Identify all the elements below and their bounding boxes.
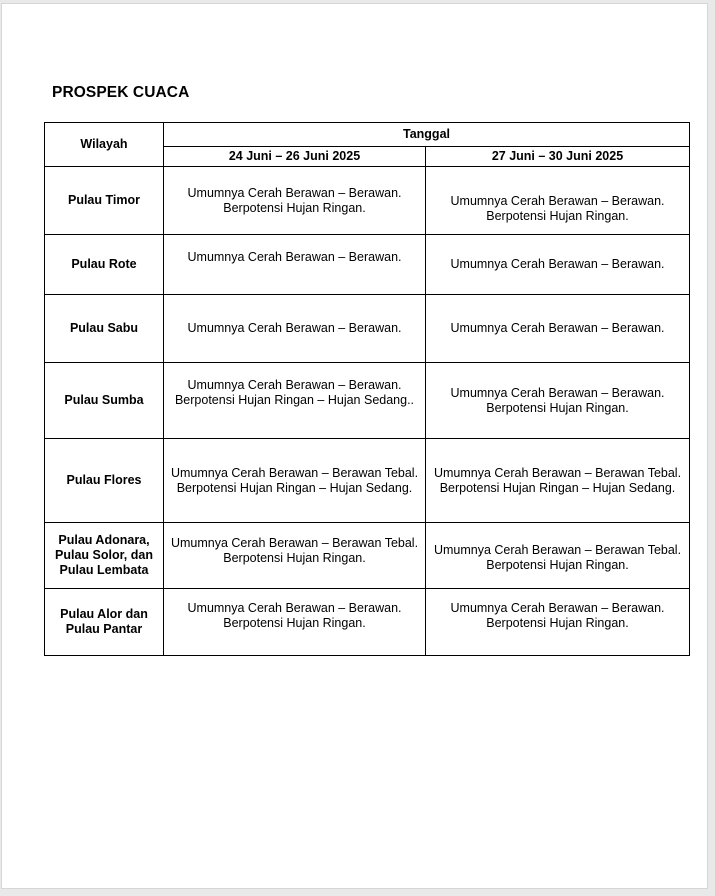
- forecast-text-line: Berpotensi Hujan Ringan.: [223, 550, 366, 565]
- region-cell: [45, 235, 164, 295]
- header-period-1: 24 Juni – 26 Juni 2025: [164, 147, 426, 167]
- header-period-2: 27 Juni – 30 Juni 2025: [426, 147, 690, 167]
- forecast-text-line: Umumnya Cerah Berawan – Berawan.: [450, 257, 665, 271]
- forecast-cell-period-2: [426, 167, 690, 235]
- forecast-cell-period-1: [164, 523, 426, 589]
- forecast-text-line: Umumnya Cerah Berawan – Berawan.: [187, 321, 402, 335]
- forecast-cell-period-2: [426, 295, 690, 363]
- region-cell: [45, 295, 164, 363]
- forecast-text-line: Umumnya Cerah Berawan – Berawan.: [450, 321, 665, 335]
- forecast-text-line: Berpotensi Hujan Ringan – Hujan Sedang.: [439, 480, 676, 495]
- forecast-text-line: Umumnya Cerah Berawan – Berawan Tebal.: [170, 465, 419, 480]
- forecast-text-line: Umumnya Cerah Berawan – Berawan Tebal.: [170, 535, 419, 550]
- forecast-cell-period-2: [426, 439, 690, 523]
- forecast-text-line: Berpotensi Hujan Ringan.: [486, 400, 629, 415]
- header-region: Wilayah: [45, 123, 164, 167]
- table-row: [45, 235, 690, 295]
- region-name-line: Pulau Flores: [66, 473, 142, 487]
- forecast-text-line: Umumnya Cerah Berawan – Berawan.: [450, 193, 665, 208]
- forecast-text-line: Berpotensi Hujan Ringan.: [486, 616, 629, 630]
- header-date: Tanggal: [164, 123, 690, 147]
- forecast-text-line: Berpotensi Hujan Ringan – Hujan Sedang.: [176, 480, 413, 495]
- forecast-text-line: Umumnya Cerah Berawan – Berawan Tebal.: [433, 465, 682, 480]
- forecast-cell-period-1: [164, 439, 426, 523]
- forecast-text-line: Umumnya Cerah Berawan – Berawan.: [187, 377, 402, 392]
- forecast-text-line: Berpotensi Hujan Ringan.: [486, 208, 629, 223]
- forecast-cell-period-2: [426, 235, 690, 295]
- forecast-cell-period-1: [164, 363, 426, 439]
- forecast-text-line: Umumnya Cerah Berawan – Berawan.: [450, 385, 665, 400]
- forecast-cell-period-1: [164, 167, 426, 235]
- table-row: [45, 295, 690, 363]
- region-name-line: Pulau Solor, dan: [55, 548, 153, 562]
- region-name-line: Pulau Adonara,: [58, 533, 150, 547]
- forecast-text-line: Umumnya Cerah Berawan – Berawan.: [187, 601, 402, 615]
- forecast-text-line: Umumnya Cerah Berawan – Berawan.: [187, 250, 402, 264]
- region-name-line: Pulau Sumba: [64, 393, 144, 407]
- forecast-cell-period-2: [426, 589, 690, 656]
- table-row: [45, 589, 690, 656]
- region-name-line: Pulau Rote: [71, 257, 137, 271]
- forecast-text-line: Berpotensi Hujan Ringan.: [223, 200, 366, 215]
- forecast-cell-period-2: [426, 523, 690, 589]
- document-title: PROSPEK CUACA: [52, 84, 190, 101]
- forecast-text-line: Umumnya Cerah Berawan – Berawan.: [187, 185, 402, 200]
- forecast-text-line: Umumnya Cerah Berawan – Berawan.: [450, 601, 665, 615]
- region-name-line: Pulau Timor: [67, 193, 140, 207]
- weather-prospect-table: [44, 122, 690, 656]
- region-name-line: Pulau Lembata: [59, 563, 149, 577]
- region-name-line: Pulau Alor dan: [60, 607, 148, 621]
- region-cell: [45, 439, 164, 523]
- forecast-cell-period-2: [426, 363, 690, 439]
- region-cell: [45, 523, 164, 589]
- table-row: [45, 167, 690, 235]
- forecast-text-line: Berpotensi Hujan Ringan.: [486, 557, 629, 572]
- forecast-cell-period-1: [164, 589, 426, 656]
- forecast-text-line: Berpotensi Hujan Ringan.: [223, 616, 366, 630]
- forecast-cell-period-1: [164, 235, 426, 295]
- region-cell: [45, 363, 164, 439]
- forecast-cell-period-1: [164, 295, 426, 363]
- forecast-text-line: Berpotensi Hujan Ringan – Hujan Sedang..: [174, 392, 415, 407]
- forecast-text-line: Umumnya Cerah Berawan – Berawan Tebal.: [433, 542, 682, 557]
- region-name-line: Pulau Sabu: [69, 321, 139, 335]
- table-row: [45, 439, 690, 523]
- table-row: [45, 523, 690, 589]
- region-cell: [45, 589, 164, 656]
- region-name-line: Pulau Pantar: [65, 622, 143, 636]
- table-row: [45, 363, 690, 439]
- region-cell: [45, 167, 164, 235]
